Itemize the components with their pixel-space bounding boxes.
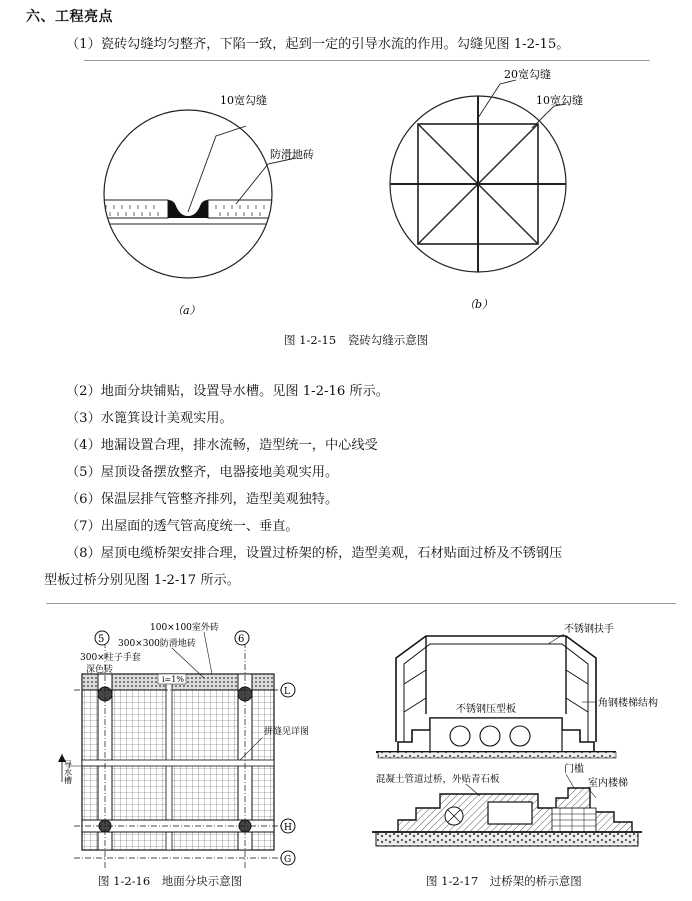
axis-label-6: 6: [238, 634, 245, 645]
label-antislip: 300×300防滑地砖: [118, 639, 196, 649]
paragraph-7: （7）出屋面的透气管高度统一、垂直。: [66, 519, 299, 534]
label-tile-a: 防滑地砖: [270, 148, 314, 161]
label-sub-a: （a）: [172, 304, 201, 317]
paragraph-8-line-1: （8）屋顶电缆桥架安排合理，设置过桥架的桥，造型美观，石材贴面过桥及不锈钢压: [66, 546, 563, 561]
label-handrail: 不锈钢扶手: [564, 624, 614, 635]
paragraph-4: （4）地漏设置合理，排水流畅，造型统一，中心线受: [66, 438, 378, 453]
concrete-bridge: [372, 788, 642, 846]
label-dark-tile: 深色砖: [86, 665, 114, 675]
axis-label-G: G: [284, 855, 292, 865]
paragraph-1: （1）瓷砖勾缝均匀整齐，下陷一致，起到一定的引导水流的作用。勾缝见图 1-2-15。: [66, 37, 570, 52]
axis-label-5: 5: [98, 634, 105, 645]
leader-wide-b: [478, 80, 516, 118]
label-indoor-stair: 室内楼梯: [588, 778, 628, 789]
axis-label-H: H: [284, 823, 292, 833]
divider: [84, 60, 650, 61]
paragraph-2: （2）地面分块铺贴，设置导水槽。见图 1-2-16 所示。: [66, 384, 389, 399]
paragraph-6: （6）保温层排气管整齐排列，造型美观独特。: [66, 492, 339, 507]
figure-1-2-15: [96, 66, 596, 322]
steel-bridge: [376, 636, 616, 758]
figure-1-2-16: [54, 612, 344, 868]
paragraph-3: （3）水篦箕设计美观实用。: [66, 411, 233, 426]
label-column: 300×柱子手套: [80, 653, 141, 663]
leader-tile-a: [236, 158, 296, 204]
label-wide-b: 20宽勾缝: [504, 68, 551, 81]
label-angle-steel: 角钢楼梯结构: [598, 698, 658, 709]
label-joint-a: 10宽勾缝: [220, 94, 267, 107]
divider: [46, 603, 676, 604]
label-plate: 不锈钢压型板: [456, 704, 516, 715]
leader-joint-a: [188, 126, 246, 212]
joint-pattern-b: [380, 86, 576, 282]
label-door-sill: 门槛: [564, 764, 584, 775]
figure-1-2-17: [368, 622, 668, 868]
section-heading: 六、工程亮点: [26, 9, 113, 25]
caption-fig-1-2-17: 图 1-2-17 过桥架的桥示意图: [426, 874, 582, 888]
label-narrow-b: 10宽勾缝: [536, 94, 583, 107]
label-outer-tile: 100×100室外砖: [150, 623, 219, 633]
caption-fig-1-2-16: 图 1-2-16 地面分块示意图: [98, 874, 243, 888]
label-joint-detail: 拼缝见详图: [264, 727, 310, 737]
label-concrete: 混凝土管道过桥，外贴青石板: [376, 774, 500, 785]
label-left-side: 导水槽: [63, 760, 73, 784]
label-slope: i=1%: [162, 675, 184, 684]
caption-fig-1-2-15: 图 1-2-15 瓷砖勾缝示意图: [284, 333, 429, 347]
paragraph-5: （5）屋顶设备摆放整齐，电器接地美观实用。: [66, 465, 339, 480]
paragraph-8-line-2: 型板过桥分别见图 1-2-17 所示。: [44, 573, 240, 588]
axis-label-L: L: [284, 687, 290, 697]
detail-circle-a: [104, 110, 272, 278]
label-sub-b: （b）: [464, 298, 494, 311]
